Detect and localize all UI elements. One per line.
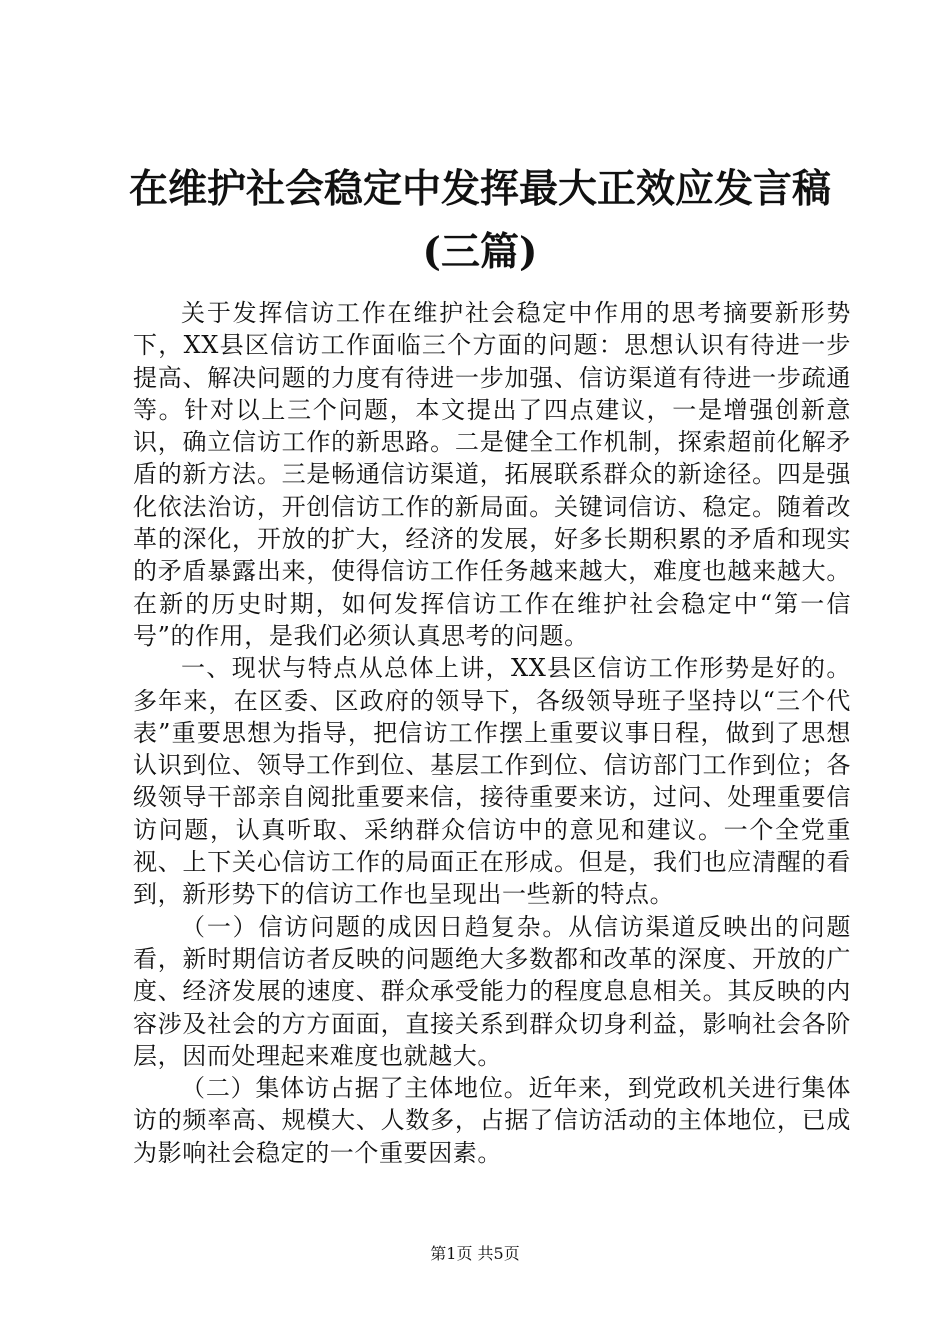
document-body	[133, 297, 851, 1169]
paragraph-point-two: （二）集体访占据了主体地位。近年来，到党政机关进行集体访的频率高、规模大、人数多，占据了信访活动的主体地位，已成为影响社会稳定的一个重要因素。	[133, 1074, 851, 1167]
paragraph-abstract: 关于发挥信访工作在维护社会稳定中作用的思考摘要新形势下，XX县区信访工作面临三个方面的问题：思想认识有待进一步提高、解决问题的力度有待进一步加强、信访渠道有待进一步疏通等。针对以上三个问题，本文提出了四点建议，一是增强创新意识，确立信访工作的新思路。二是健全工作机制，探索超前化解矛盾的新方法。三是畅通信访渠道，拓展联系群众的新途径。四是强化依法治访，开创信访工作的新局面。关键词信访、稳定。随着改革的深化，开放的扩大，经济的发展，好多长期积累的矛盾和现实的矛盾暴露出来，使得信访工作任务越来越大，难度也越来越大。在新的历史时期，如何发挥信访工作在维护社会稳定中“第一信号”的作用，是我们必须认真思考的问题。	[133, 299, 851, 650]
page-footer: 第1页 共5页	[430, 1244, 520, 1263]
paragraph-section-one: 一、现状与特点从总体上讲，XX县区信访工作形势是好的。多年来，在区委、区政府的领导下，各级领导班子坚持以“三个代表”重要思想为指导，把信访工作摆上重要议事日程，做到了思想认识到位、领导工作到位、基层工作到位、信访部门工作到位；各级领导干部亲自阅批重要来信，接待重要来访，过问、处理重要信访问题，认真听取、采纳群众信访中的意见和建议。一个全党重视、上下关心信访工作的局面正在形成。但是，我们也应清醒的看到，新形势下的信访工作也呈现出一些新的特点。	[133, 654, 851, 909]
document-title: 在维护社会稳定中发挥最大正效应发言稿(三篇)	[128, 166, 831, 275]
paragraph-point-one: （一）信访问题的成因日趋复杂。从信访渠道反映出的问题看，新时期信访者反映的问题绝大多数都和改革的深度、开放的广度、经济发展的速度、群众承受能力的程度息息相关。其反映的内容涉及社会的方方面面，直接关系到群众切身利益，影响社会各阶层，因而处理起来难度也就越大。	[133, 912, 851, 1070]
